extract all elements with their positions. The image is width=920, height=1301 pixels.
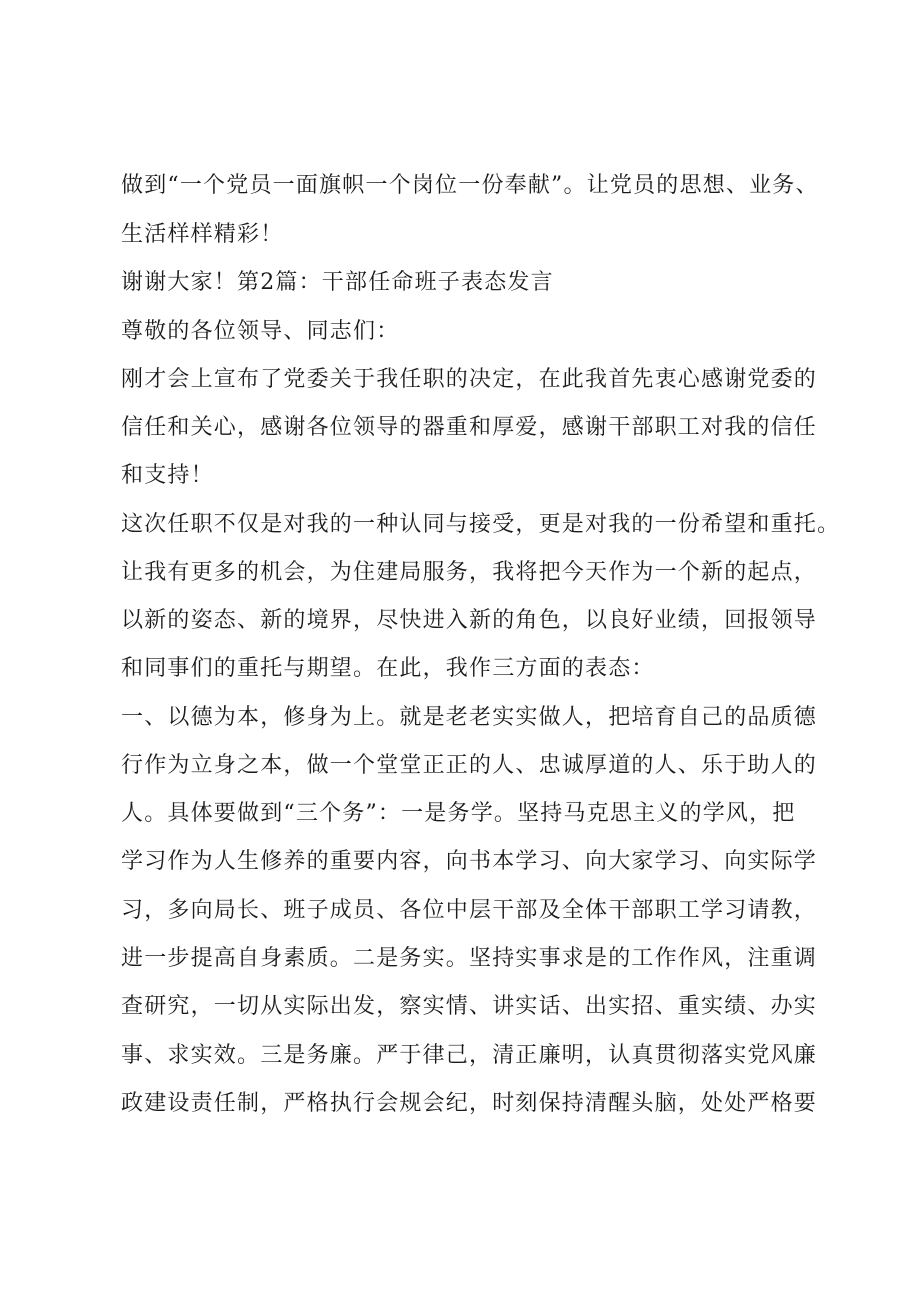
text-line-3-heading: 谢谢大家！第2篇：干部任命班子表态发言 [121,270,554,295]
text-line-5: 刚才会上宣布了党委关于我任职的决定，在此我首先衷心感谢党委的 [121,367,818,392]
text-line-16: 习，多向局长、班子成员、各位中层干部及全体干部职工学习请教， [121,898,818,923]
text-line-19: 事、求实效。三是务廉。严于律己，清正廉明，认真贯彻落实党风廉 [121,1043,818,1068]
text-line-1: 做到“一个党员一面旗帜一个岗位一份奉献”。让党员的思想、业务、 [121,173,819,198]
text-line-15: 学习作为人生修养的重要内容，向书本学习、向大家学习、向实际学 [121,849,818,874]
text-line-10: 以新的姿态、新的境界，尽快进入新的角色，以良好业绩，回报领导 [121,608,818,633]
text-line-17: 进一步提高自身素质。二是务实。坚持实事求是的工作作风，注重调 [121,946,818,971]
text-line-14: 人。具体要做到“三个务”：一是务学。坚持马克思主义的学风，把 [121,801,796,826]
text-line-4-salutation: 尊敬的各位领导、同志们： [121,319,400,344]
text-line-12: 一、以德为本，修身为上。就是老老实实做人，把培育自己的品质德 [121,705,818,730]
text-line-8: 这次任职不仅是对我的一种认同与接受，更是对我的一份希望和重托。 [121,512,841,537]
text-line-18: 查研究，一切从实际出发，察实情、讲实话、出实招、重实绩、办实 [121,994,818,1019]
text-line-9: 让我有更多的机会，为住建局服务，我将把今天作为一个新的起点， [121,560,818,585]
text-line-13: 行作为立身之本，做一个堂堂正正的人、忠诚厚道的人、乐于助人的 [121,753,818,778]
text-line-2: 生活样样精彩！ [121,222,284,247]
text-line-11: 和同事们的重托与期望。在此，我作三方面的表态： [121,656,655,681]
text-line-20: 政建设责任制，严格执行会规会纪，时刻保持清醒头脑，处处严格要 [121,1091,818,1116]
text-line-6: 信任和关心，感谢各位领导的器重和厚爱，感谢干部职工对我的信任 [121,415,818,440]
text-line-7: 和支持！ [121,463,214,488]
